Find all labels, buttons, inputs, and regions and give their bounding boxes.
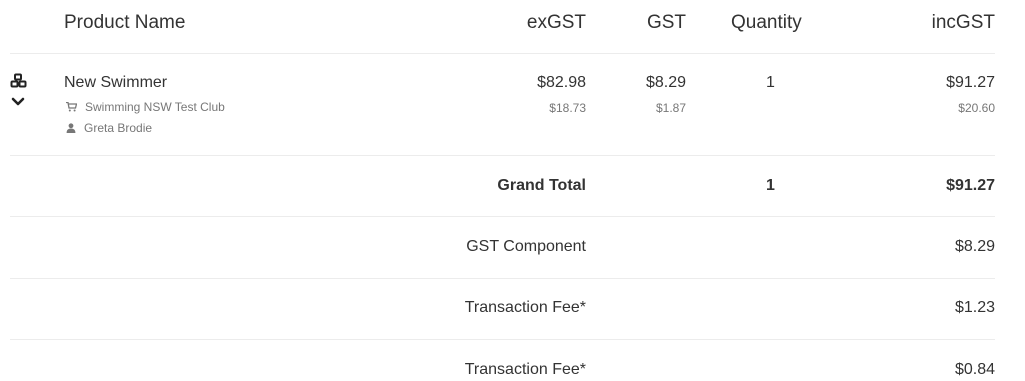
product-person: [66, 121, 152, 135]
grand-total-label: Grand Total: [497, 177, 586, 194]
item-exgst: $82.98: [537, 74, 586, 91]
chevron-down-icon[interactable]: [10, 95, 26, 111]
header-gst: GST: [646, 12, 686, 33]
divider: [10, 278, 995, 279]
header-incgst: incGST: [931, 12, 995, 33]
transaction-fee-value: $0.84: [954, 361, 995, 378]
club-name: Swimming NSW Test Club: [85, 100, 225, 114]
cubes-icon[interactable]: [10, 73, 26, 89]
divider: [10, 339, 995, 340]
table-header: [0, 0, 1025, 48]
user-icon: [66, 123, 76, 133]
transaction-fee-label: Transaction Fee*: [464, 299, 586, 316]
product-club: [66, 100, 225, 114]
header-exgst: exGST: [526, 12, 586, 33]
header-quantity: Quantity: [731, 12, 802, 33]
divider: [10, 155, 995, 156]
grand-total-quantity: 1: [766, 177, 775, 194]
person-name: Greta Brodie: [84, 121, 153, 135]
item-quantity: 1: [766, 74, 775, 91]
cart-icon: [66, 102, 77, 112]
grand-total-value: $91.27: [946, 177, 995, 194]
gst-component-value: $8.29: [954, 238, 995, 255]
item-gst: $8.29: [645, 74, 686, 91]
gst-component-label: GST Component: [466, 238, 586, 255]
product-name: New Swimmer: [64, 74, 168, 91]
item-exgst-sub: $18.73: [549, 101, 586, 115]
item-incgst-sub: $20.60: [958, 101, 995, 115]
divider: [10, 216, 995, 217]
transaction-fee-label: Transaction Fee*: [464, 361, 586, 378]
divider: [10, 53, 995, 54]
transaction-fee-value: $1.23: [954, 299, 995, 316]
item-incgst: $91.27: [946, 74, 995, 91]
header-product-name: Product Name: [64, 12, 186, 33]
item-gst-sub: $1.87: [655, 101, 686, 115]
